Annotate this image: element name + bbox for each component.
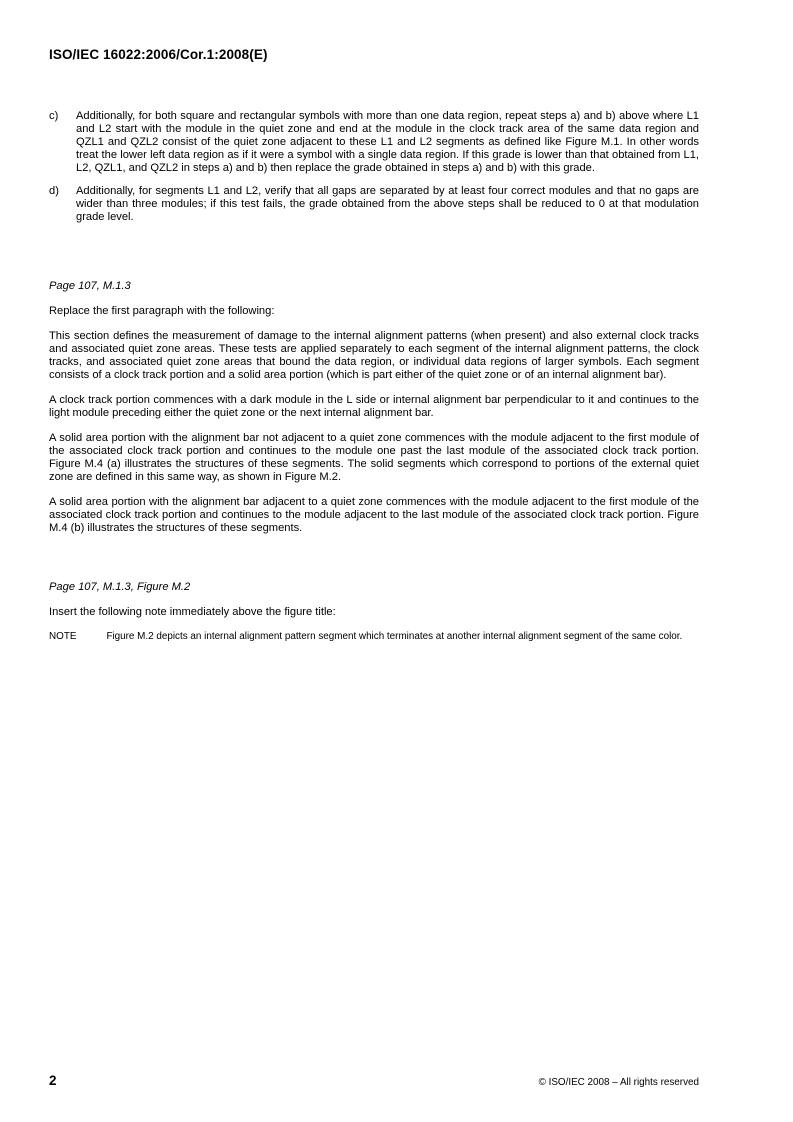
paragraph: A solid area portion with the alignment bar not adjacent to a quiet zone commences with the module adjacent to the first module of the associated clock track portion and continues to the module one past the last module of the associated clock track portion. Figure M.4 (a) illustrates the structures of these segments. The solid segments which correspond to portions of the external quiet zone are defined in this same way, as shown in Figure M.2. xyxy=(49,432,699,483)
note xyxy=(49,631,699,643)
list-item-c xyxy=(49,110,699,175)
section-instruction: Insert the following note immediately above the figure title: xyxy=(49,606,336,618)
note-label: NOTE xyxy=(49,631,77,642)
section-reference: Page 107, M.1.3 xyxy=(49,280,131,292)
note-text: Figure M.2 depicts an internal alignment pattern segment which terminates at another internal alignment segment of the same color. xyxy=(106,631,683,642)
page-footer xyxy=(49,1073,699,1088)
list-text: Additionally, for both square and rectangular symbols with more than one data region, repeat steps a) and b) above where L1 and L2 start with the module in the quiet zone and end at the module in the clock track area of the same data region and QZL1 and QZL2 consist of the quiet zone adjacent to these L1 and L2 segments as defined like Figure M.1. In other words treat the lower left data region as if it were a symbol with a single data region. If this grade is lower than that obtained from L1, L2, QZL1, and QZL2 in steps a) and b) then replace the grade obtained in steps a) and b) with this grade. xyxy=(76,110,699,174)
list-text: Additionally, for segments L1 and L2, verify that all gaps are separated by at least four correct modules and that no gaps are wider than three modules; if this test fails, the grade obtained from the above steps shall be reduced to 0 at that modulation grade level. xyxy=(76,185,699,223)
list-marker: d) xyxy=(49,185,59,197)
document-body xyxy=(49,110,699,643)
page-number: 2 xyxy=(49,1073,57,1088)
list-marker: c) xyxy=(49,110,59,122)
document-header: ISO/IEC 16022:2006/Cor.1:2008(E) xyxy=(49,47,268,62)
section-reference: Page 107, M.1.3, Figure M.2 xyxy=(49,581,191,593)
paragraph: A clock track portion commences with a dark module in the L side or internal alignment bar perpendicular to it and continues to the light module preceding either the quiet zone or the next internal alignment bar. xyxy=(49,394,699,419)
paragraph: A solid area portion with the alignment bar adjacent to a quiet zone commences with the module adjacent to the first module of the associated clock track portion and continues to the module adjacent to the last module of the associated clock track portion. Figure M.4 (b) illustrates the structures of these segments. xyxy=(49,496,699,534)
paragraph: This section defines the measurement of damage to the internal alignment patterns (when present) and also external clock tracks and associated quiet zone areas. These tests are applied separately to each segment of the internal alignment patterns, the clock tracks, and associated quiet zone areas that bound the data region, or individual data regions of larger symbols. Each segment consists of a clock track portion and a solid area portion (which is part either of the quiet zone or of an internal alignment bar). xyxy=(49,330,699,381)
copyright-notice: © ISO/IEC 2008 – All rights reserved xyxy=(538,1077,699,1088)
list-item-d xyxy=(49,185,699,224)
section-instruction: Replace the first paragraph with the following: xyxy=(49,305,275,317)
